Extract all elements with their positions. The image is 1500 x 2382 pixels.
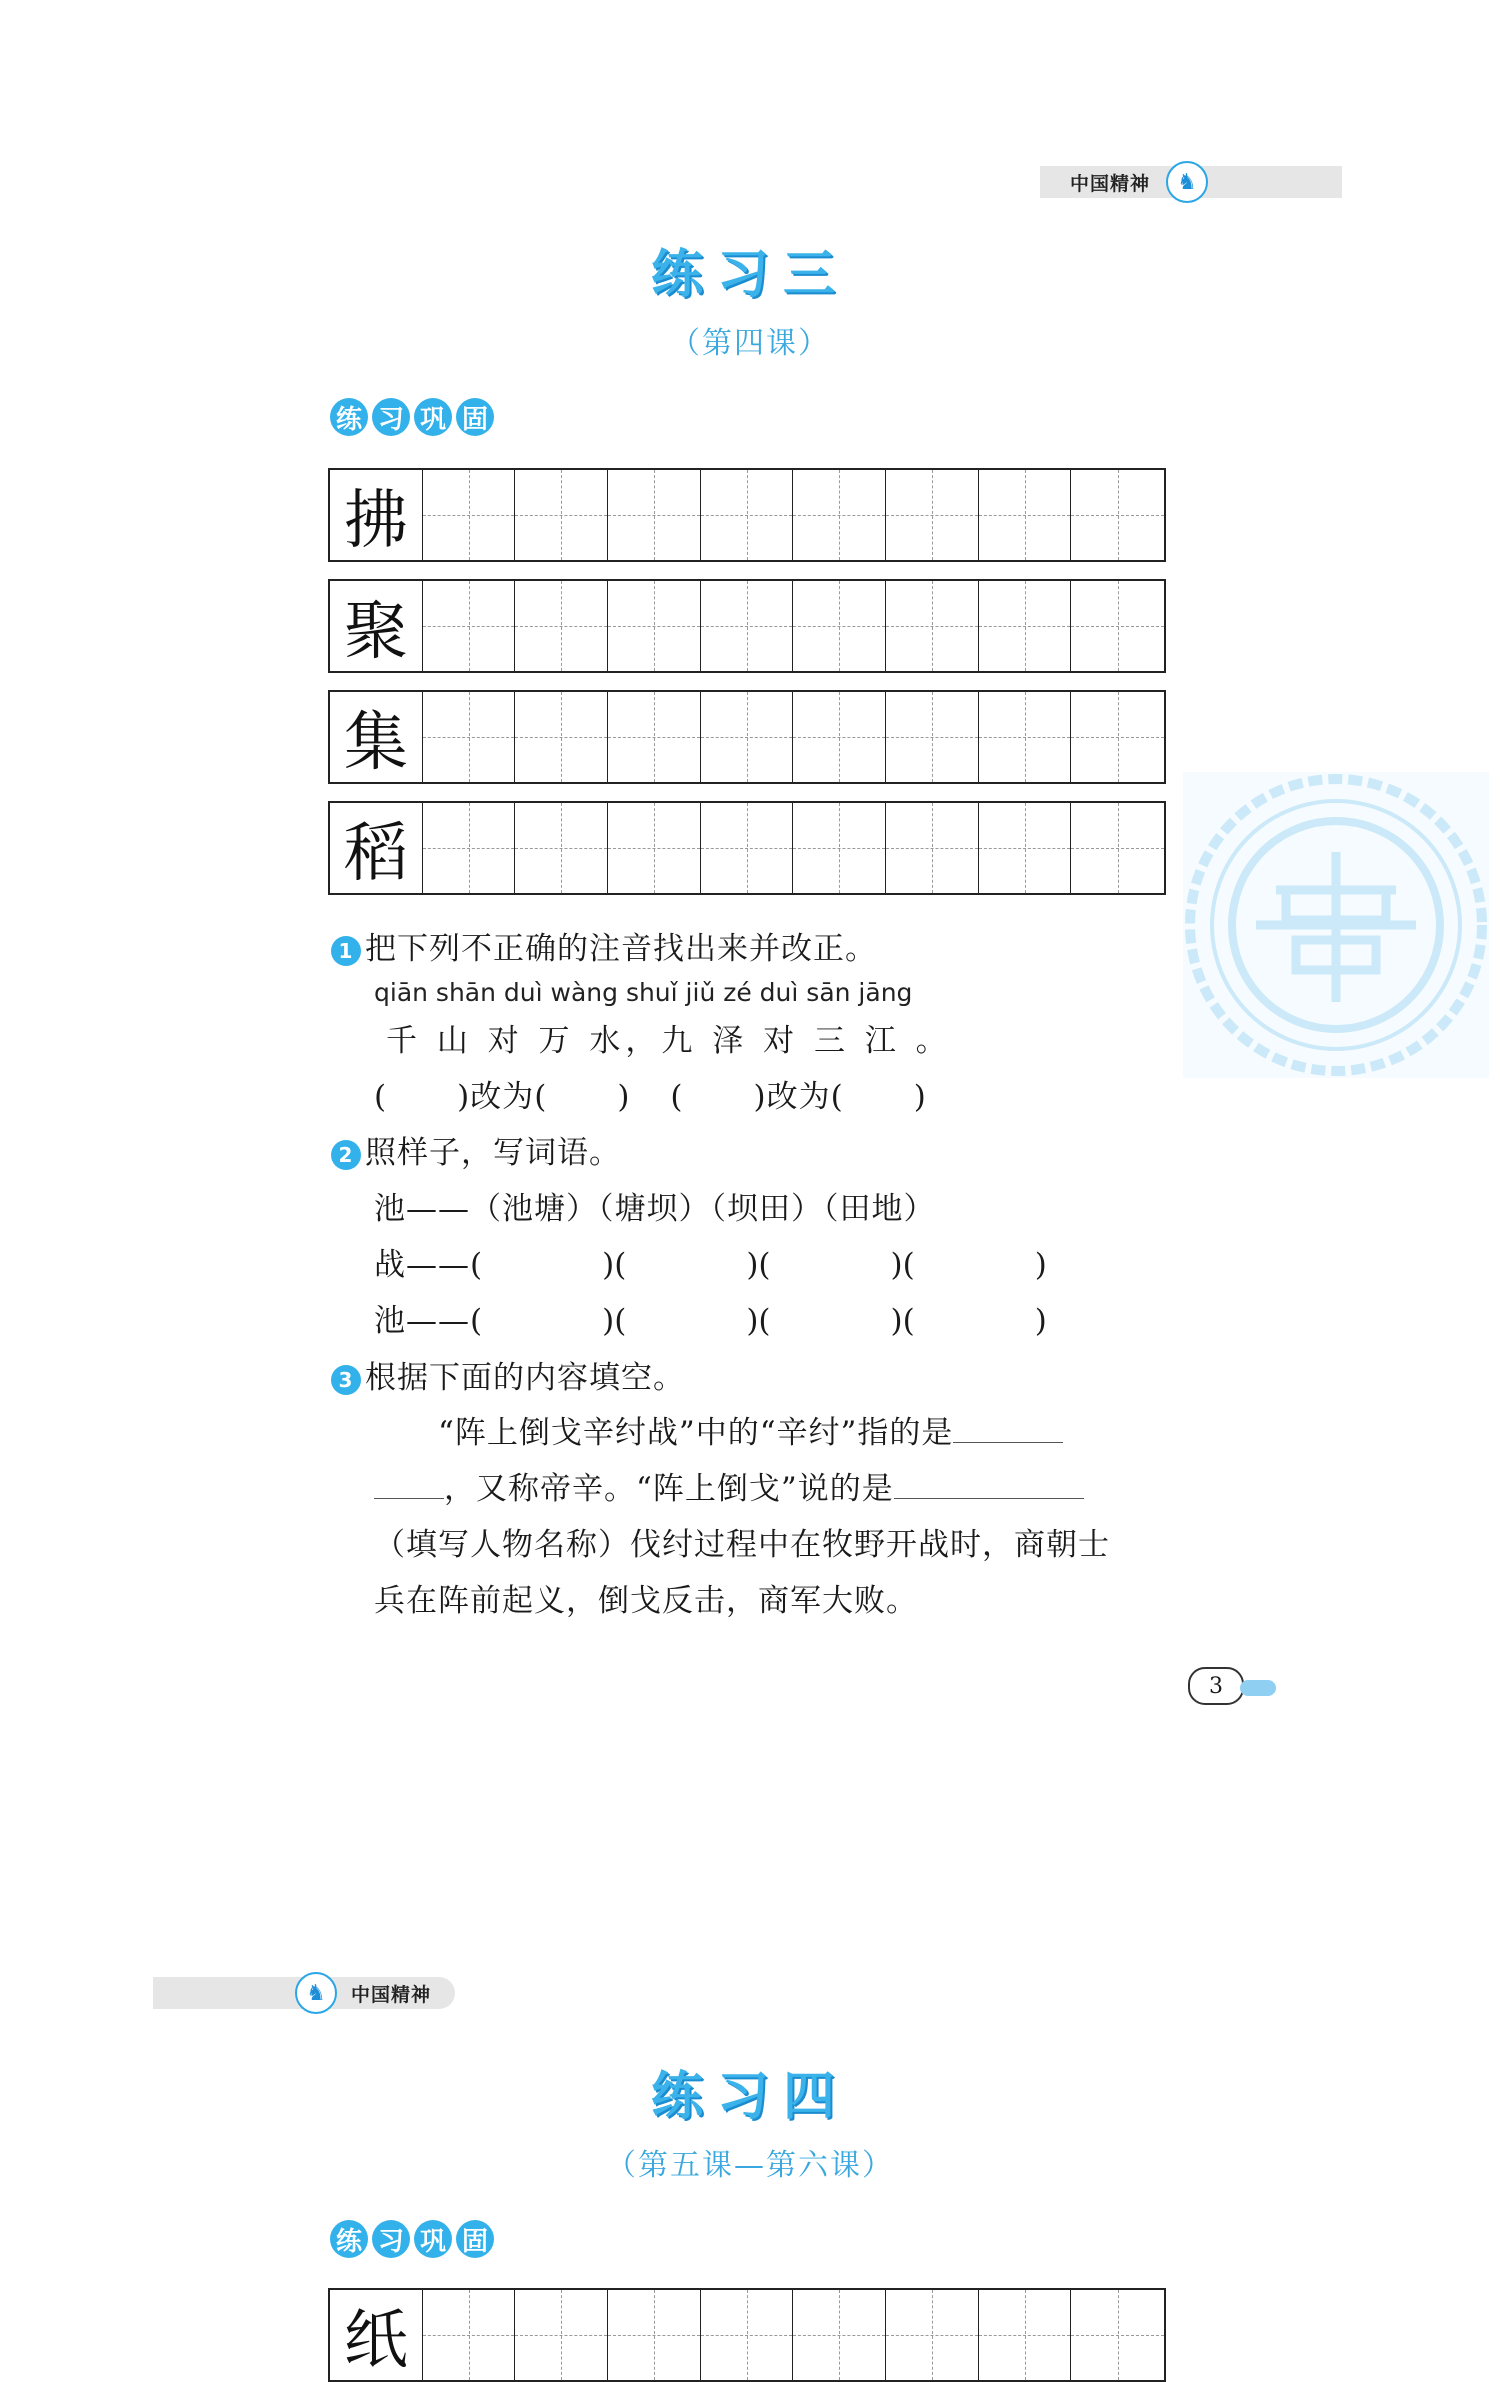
- fill-blank[interactable]: [374, 1498, 444, 1499]
- page-title: 练习三: [650, 245, 849, 305]
- q3-text: “阵上倒戈辛纣战”中的“辛纣”指的是: [438, 1415, 954, 1451]
- writing-grid-row: [328, 801, 1166, 895]
- paren-close: ): [913, 1079, 927, 1115]
- model-char-cell: [330, 692, 423, 782]
- model-char: 拂: [343, 484, 408, 558]
- header-tab-bottom: [153, 1977, 455, 2009]
- fill-slots[interactable]: ( )( )( )( ): [470, 1303, 1047, 1339]
- practice-cell[interactable]: [515, 692, 608, 782]
- question-number: 2: [331, 1140, 361, 1170]
- practice-cell[interactable]: [979, 2290, 1072, 2380]
- question-prompt: 根据下面的内容填空。: [365, 1360, 685, 1396]
- practice-cell[interactable]: [979, 803, 1072, 893]
- header-tab-top: [1040, 166, 1342, 198]
- practice-cell[interactable]: [423, 803, 516, 893]
- practice-cell[interactable]: [608, 470, 701, 560]
- practice-cell[interactable]: [423, 692, 516, 782]
- practice-cell[interactable]: [979, 581, 1072, 671]
- fill-blank[interactable]: [953, 1442, 1063, 1443]
- q2-row-a: [374, 1239, 1047, 1284]
- practice-cell[interactable]: [423, 581, 516, 671]
- model-char-cell: [330, 803, 423, 893]
- header-label: 中国精神: [1070, 172, 1151, 195]
- practice-cell[interactable]: [701, 2290, 794, 2380]
- question-3: [331, 1352, 685, 1397]
- page-title: 练习四: [650, 2067, 849, 2127]
- section-label-practice: [330, 2220, 494, 2258]
- practice-cell[interactable]: [515, 470, 608, 560]
- writing-grid-row: [328, 579, 1166, 673]
- practice-cell[interactable]: [608, 803, 701, 893]
- practice-cell[interactable]: [608, 2290, 701, 2380]
- practice-cell[interactable]: [1071, 470, 1164, 560]
- page-subtitle: （第五课—第六课）: [606, 2148, 894, 2183]
- paren-open: (: [374, 1079, 388, 1115]
- writing-grid-row: [328, 2288, 1166, 2382]
- fill-slots[interactable]: ( )( )( )( ): [470, 1247, 1047, 1283]
- practice-cell[interactable]: [793, 692, 886, 782]
- question-1: [331, 923, 877, 968]
- section-label-char: 习: [372, 2220, 410, 2258]
- writing-grid-row: [328, 468, 1166, 562]
- practice-cell[interactable]: [886, 2290, 979, 2380]
- practice-cell[interactable]: [423, 2290, 516, 2380]
- q2-row-b: [374, 1295, 1047, 1340]
- pinyin-line: qiān shān duì wàng shuǐ jiǔ zé duì sān jāng: [374, 978, 913, 1007]
- question-prompt: 照样子，写词语。: [365, 1135, 621, 1171]
- practice-cell[interactable]: [793, 2290, 886, 2380]
- horse-icon: ♞: [1166, 161, 1208, 203]
- section-label-practice: [330, 398, 494, 436]
- model-char: 聚: [343, 595, 408, 669]
- section-label-char: 固: [456, 2220, 494, 2258]
- practice-cell[interactable]: [979, 692, 1072, 782]
- practice-cell[interactable]: [515, 2290, 608, 2380]
- hanzi-line: 千 山 对 万 水，九 泽 对 三 江 。: [386, 1023, 952, 1059]
- cloud-icon: [1240, 1680, 1276, 1696]
- model-char: 集: [343, 706, 408, 780]
- practice-cell[interactable]: [1071, 581, 1164, 671]
- practice-cell[interactable]: [886, 581, 979, 671]
- practice-cell[interactable]: [1071, 803, 1164, 893]
- practice-cell[interactable]: [515, 581, 608, 671]
- model-char-cell: [330, 470, 423, 560]
- practice-cell[interactable]: [701, 803, 794, 893]
- practice-cell[interactable]: [515, 803, 608, 893]
- practice-cell[interactable]: [886, 692, 979, 782]
- practice-cell[interactable]: [793, 581, 886, 671]
- q3-text: ，又称帝辛。“阵上倒戈”说的是: [444, 1471, 894, 1507]
- q3-line-3: （填写人物名称）伐纣过程中在牧野开战时，商朝士: [374, 1527, 1110, 1563]
- practice-cell[interactable]: [701, 692, 794, 782]
- row-head: 战——: [374, 1247, 470, 1283]
- section-label-char: 巩: [414, 398, 452, 436]
- practice-cell[interactable]: [701, 470, 794, 560]
- section-label-char: 巩: [414, 2220, 452, 2258]
- model-char-cell: [330, 2290, 423, 2380]
- q3-line-1: [438, 1407, 1063, 1452]
- q3-line-4: 兵在阵前起义，倒戈反击，商军大败。: [374, 1583, 918, 1619]
- model-char-cell: [330, 581, 423, 671]
- example-line: 池——（池塘）（塘坝）（坝田）（田地）: [374, 1191, 936, 1227]
- question-number: 3: [331, 1365, 361, 1395]
- section-label-char: 习: [372, 398, 410, 436]
- page-number: 3: [1188, 1667, 1244, 1705]
- question-number: 1: [331, 936, 361, 966]
- section-label-char: 固: [456, 398, 494, 436]
- section-label-char: 练: [330, 2220, 368, 2258]
- practice-cell[interactable]: [793, 470, 886, 560]
- fill-blank[interactable]: [894, 1498, 1084, 1499]
- paren-close: ): [617, 1079, 631, 1115]
- practice-cell[interactable]: [979, 470, 1072, 560]
- writing-grid-row: [328, 690, 1166, 784]
- question-prompt: 把下列不正确的注音找出来并改正。: [365, 931, 877, 967]
- practice-cell[interactable]: [608, 692, 701, 782]
- q3-line-2: [374, 1463, 1084, 1508]
- practice-cell[interactable]: [608, 581, 701, 671]
- practice-cell[interactable]: [701, 581, 794, 671]
- answer-connector: )改为(: [457, 1079, 548, 1115]
- practice-cell[interactable]: [1071, 692, 1164, 782]
- practice-cell[interactable]: [423, 470, 516, 560]
- practice-cell[interactable]: [1071, 2290, 1164, 2380]
- model-char: 纸: [343, 2304, 408, 2378]
- header-label: 中国精神: [351, 1983, 432, 2006]
- page-subtitle: （第四课）: [670, 326, 830, 361]
- model-char: 稻: [343, 817, 408, 891]
- practice-cell[interactable]: [886, 470, 979, 560]
- practice-cell[interactable]: [793, 803, 886, 893]
- answer-connector: )改为(: [753, 1079, 844, 1115]
- row-head: 池——: [374, 1303, 470, 1339]
- seal-ornament: [1183, 772, 1489, 1078]
- paren-open: (: [670, 1079, 684, 1115]
- question-2: [331, 1127, 621, 1172]
- practice-cell[interactable]: [886, 803, 979, 893]
- q1-answer-line: [374, 1071, 1034, 1116]
- section-label-char: 练: [330, 398, 368, 436]
- horse-icon: ♞: [295, 1972, 337, 2014]
